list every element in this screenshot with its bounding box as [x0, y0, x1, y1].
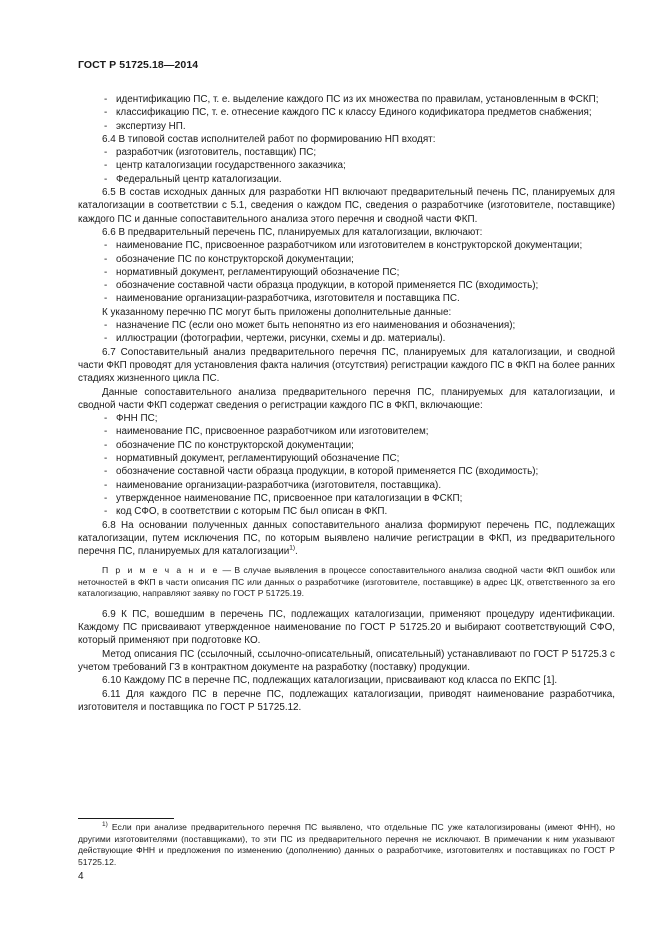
dash-marker: -	[104, 439, 108, 451]
list-item: - иллюстрации (фотографии, чертежи, рисунки, схемы и др. материалы).	[78, 332, 615, 345]
dash-marker: -	[104, 320, 108, 332]
footnote-mark: 1)	[102, 821, 108, 829]
list-item: - обозначение ПС по конструкторской документации;	[78, 253, 615, 266]
list-item: - обозначение ПС по конструкторской документации;	[78, 439, 615, 452]
page-number: 4	[78, 871, 84, 882]
list-item: - обозначение составной части образца продукции, в которой применяется ПС (входимость);	[78, 279, 615, 292]
dash-marker: -	[104, 453, 108, 465]
dash-marker: -	[104, 120, 108, 132]
dash-marker: -	[104, 147, 108, 159]
list-item: - утвержденное наименование ПС, присвоенное при каталогизации в ФСКП;	[78, 492, 615, 505]
list-item: - идентификацию ПС, т. е. выделение каждого ПС из их множества по правилам, установленным в ФСКП;	[78, 93, 615, 106]
dash-marker: -	[104, 173, 108, 185]
paragraph: 6.7 Сопоставительный анализ предварительного перечня ПС, планируемых для каталогизации, и сводной части ФКП проводят для установления факта наличия (отсутствия) регистрации каждого ПС в ФКП на более ранних стадиях жизненного цикла ПС.	[78, 346, 615, 385]
dash-marker: -	[104, 333, 108, 345]
note: П р и м е ч а н и е — В случае выявления в процессе сопоставительного анализа сводной части ФКП ошибок или неточностей в ФКП в части описания ПС или данных о разработчике (изготовителе, поставщике) в адрес ЦК, ответственного за его каталогизацию, направляют заявку по ГОСТ Р 51725.19.	[78, 565, 615, 599]
paragraph: 6.8 На основании полученных данных сопоставительного анализа формируют перечень ПС, подлежащих каталогизации, путем исключения ПС, по которым выявлено наличие регистрации в ФКП, из предварительного перечня ПС, планируемых для каталогизации$^{1)}$.	[78, 519, 615, 558]
list-item: - наименование организации-разработчика, изготовителя и поставщика ПС.	[78, 292, 615, 305]
list-item: - назначение ПС (если оно может быть непонятно из его наименования и обозначения);	[78, 319, 615, 332]
list-item: - центр каталогизации государственного заказчика;	[78, 159, 615, 172]
list-item: - Федеральный центр каталогизации.	[78, 173, 615, 186]
dash-marker: -	[104, 413, 108, 425]
list-item: - код СФО, в соответствии с которым ПС был описан в ФКП.	[78, 505, 615, 518]
list-item: - нормативный документ, регламентирующий обозначение ПС;	[78, 266, 615, 279]
dash-marker: -	[104, 492, 108, 504]
paragraph: Метод описания ПС (ссылочный, ссылочно-описательный, описательный) устанавливают по ГОСТ Р 51725.3 с учетом требований ГЗ в контрактном документе на разработку (поставку) продукции.	[78, 648, 615, 674]
dash-marker: -	[104, 160, 108, 172]
note-label: П р и м е ч а н и е	[102, 565, 220, 576]
paragraph: К указанному перечню ПС могут быть приложены дополнительные данные:	[102, 306, 452, 318]
dash-marker: -	[104, 426, 108, 438]
list-item: - экспертизу НП.	[78, 120, 615, 133]
paragraph: 6.5 В состав исходных данных для разработки НП включают предварительный печень ПС, планируемых для каталогизации в соответствии с 5.1, сведения о каждом ПС, сведения о разработчике (изготовителе, поставщике) каждого ПС и данные сопоставительного анализа этого перечня и сводной части ФКП.	[78, 187, 615, 225]
document-body	[78, 93, 615, 714]
paragraph: 6.6 В предварительный перечень ПС, планируемых для каталогизации, включают:	[102, 226, 483, 238]
paragraph: Данные сопоставительного анализа предварительного перечня ПС, планируемых для каталогизации, и сводной части ФКП содержат сведения о регистрации каждого ПС в ФКП, включающие:	[78, 386, 615, 411]
dash-marker: -	[104, 479, 108, 491]
dash-marker: -	[104, 506, 108, 518]
list-item: - обозначение составной части образца продукции, в которой применяется ПС (входимость);	[78, 465, 615, 478]
dash-marker: -	[104, 240, 108, 252]
footnote	[78, 822, 615, 868]
list-item: - ФНН ПС;	[78, 412, 615, 425]
footnote-reference[interactable]: 1)	[289, 544, 296, 552]
list-item: - наименование ПС, присвоенное разработчиком или изготовителем в конструкторской документации;	[78, 239, 615, 252]
dash-marker: -	[104, 107, 108, 119]
dash-marker: -	[104, 266, 108, 278]
dash-marker: -	[104, 293, 108, 305]
list-item: - наименование ПС, присвоенное разработчиком или изготовителем;	[78, 425, 615, 438]
dash-marker: -	[104, 466, 108, 478]
dash-marker: -	[104, 253, 108, 265]
list-item: - нормативный документ, регламентирующий обозначение ПС;	[78, 452, 615, 465]
list-item: - разработчик (изготовитель, поставщик) ПС;	[78, 146, 615, 159]
paragraph: 6.11 Для каждого ПС в перечне ПС, подлежащих каталогизации, приводят наименование разработчика, изготовителя и поставщика по ГОСТ Р 51725.12.	[78, 688, 615, 713]
footnote-divider	[78, 818, 174, 819]
paragraph: 6.4 В типовой состав исполнителей работ по формированию НП входят:	[102, 133, 436, 145]
footnote-text: Если при анализе предварительного перечня ПС выявлено, что отдельные ПС уже каталогизированы (имеют ФНН), но другими изготовителями (поставщиками), то эти ПС из предварительного перечня не исключают. В примечании к ним указывают действующие ФНН и предложения по изменению (дополнению) данных о разработчике, изготовителях и поставщиках по ГОСТ Р 51725.12.	[78, 822, 615, 867]
document-header: ГОСТ Р 51725.18—2014	[78, 59, 199, 71]
paragraph: 6.9 К ПС, вошедшим в перечень ПС, подлежащих каталогизации, применяют процедуру идентификации. Каждому ПС присваивают утвержденное наименование по ГОСТ Р 51725.20 и выбирают соответствующий СФО, который применяют при подготовке КО.	[78, 608, 615, 647]
paragraph: 6.10 Каждому ПС в перечне ПС, подлежащих каталогизации, присваивают код класса по ЕКПС [1].	[102, 675, 558, 687]
list-item: - классификацию ПС, т. е. отнесение каждого ПС к классу Единого кодификатора предметов снабжения;	[78, 106, 615, 119]
dash-marker: -	[104, 94, 108, 105]
list-item: - наименование организации-разработчика (изготовителя, поставщика).	[78, 479, 615, 492]
dash-marker: -	[104, 280, 108, 292]
